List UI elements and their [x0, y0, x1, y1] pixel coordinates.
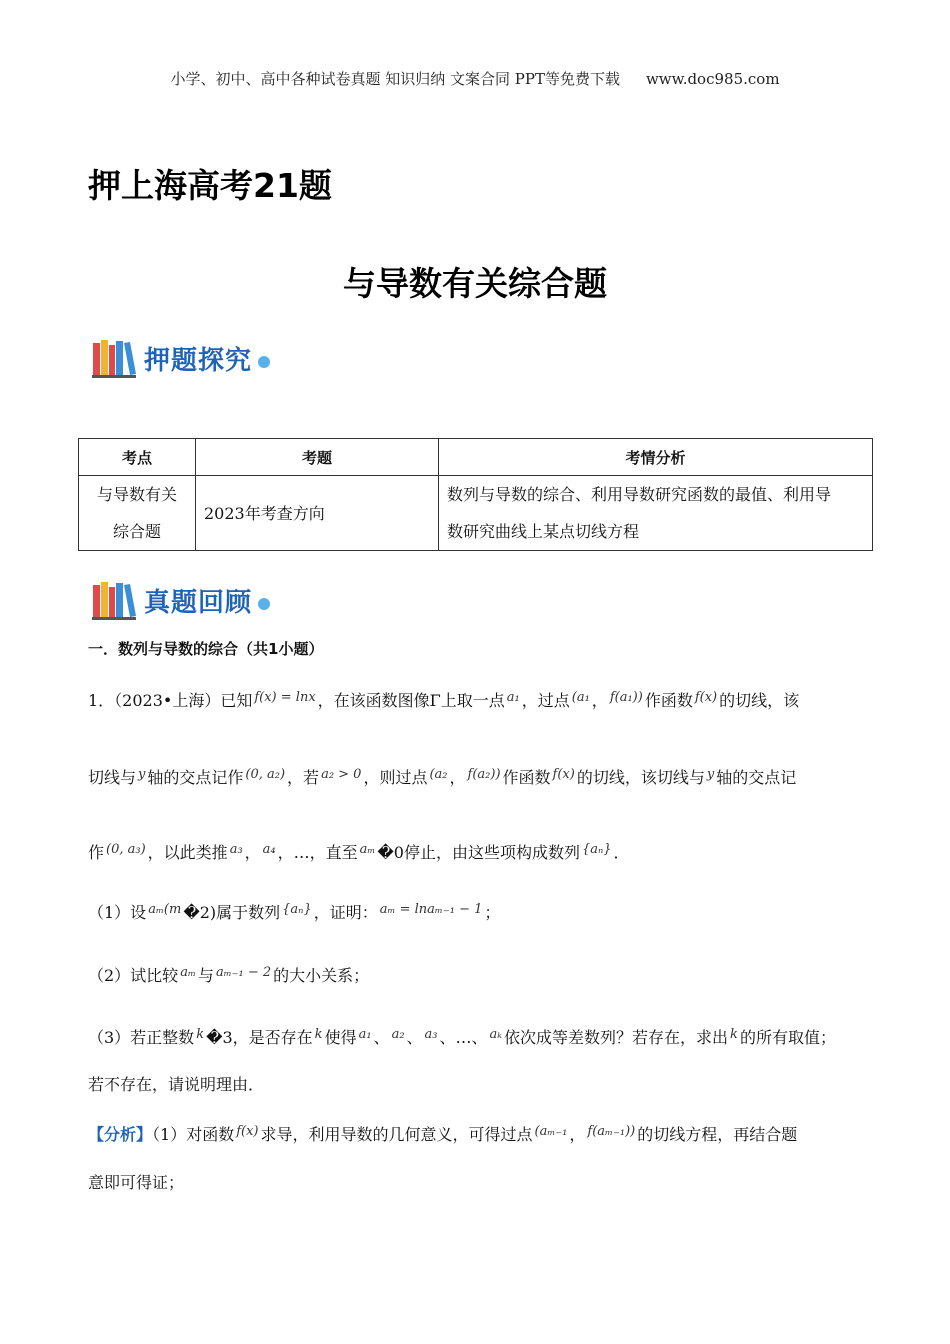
problem-part-1: （1）设 $^{a_m(m}$ �2)属于数列 $^{\{a_n\}}$ ，证明： $^{a_m = lna_{m-1} - 1}$ ；: [88, 902, 501, 922]
sub-title: 与导数有关综合题: [343, 264, 607, 303]
main-title: 押上海高考21题: [88, 166, 332, 205]
problem-part-3: （3）若正整数 $^k$ �3，是否存在 $^k$ 使得 $^{a_1}$ 、 $^{a_2}$ 、 $^{a_3}$ 、…、 $^{a_k}$ 依次成等差数列？若存在，求出 $^k$ 的所有取值；: [88, 1027, 836, 1047]
problem-part-3-line-2: 若不存在，请说明理由．: [88, 1075, 265, 1094]
table-row: [79, 476, 873, 551]
banner-review-text: 真题回顾: [144, 587, 253, 618]
header-text: 小学、初中、高中各种试卷真题 知识归纳 文案合同 PPT等免费下载: [170, 70, 620, 88]
problem-line-2: 切线与 $^y$ 轴的交点记作 $^{(0, a_2)}$ ，若 $^{a_2 > 0}$ ，则过点 $^{(a_2}$ ， $^{f(a_2))}$ 作函数 $^{f(x)}$ 的切线，该切线与 $^y$ 轴的交点记: [88, 767, 797, 787]
cell-analysis: 数列与导数的综合、利用导数研究函数的最值、利用导 数研究曲线上某点切线方程: [439, 476, 873, 551]
books-icon: [92, 337, 136, 379]
banner-review: [92, 578, 270, 622]
header-url[interactable]: www.doc985.com: [645, 70, 780, 88]
th-point: 考点: [79, 439, 196, 476]
banner-dot: [258, 598, 270, 610]
analysis-line-2: 意即可得证；: [88, 1173, 185, 1192]
th-question: 考题: [196, 439, 439, 476]
analysis-table: [78, 438, 873, 551]
banner-dot: [258, 356, 270, 368]
banner-explore: [92, 336, 270, 380]
cell-question: 2023年考查方向: [196, 476, 439, 551]
analysis-line-1: 【分析】（1）对函数 $^{f(x)}$ 求导，利用导数的几何意义，可得过点 $^{(a_{m-1}}$ ， $^{f(a_{m-1}))}$ 的切线方程，再结合题: [88, 1124, 798, 1144]
problem-line-1: 1．（2023•上海）已知 $^{f(x) = lnx}$ ，在该函数图像Γ上取一点 $^{a_1}$ ，过点 $^{(a_1}$ ， $^{f(a_1))}$ 作函数 $^{f(x)}$ 的切线，该: [88, 690, 800, 710]
section-heading: 一．数列与导数的综合（共1小题）: [88, 640, 324, 658]
analysis-tag: 【分析】: [88, 1125, 153, 1144]
books-icon: [92, 579, 136, 621]
th-analysis: 考情分析: [439, 439, 873, 476]
problem-part-2: （2）试比较 $^{a_m}$ 与 $^{a_{m-1} - 2}$ 的大小关系；: [88, 965, 370, 985]
banner-explore-text: 押题探究: [144, 345, 253, 376]
cell-point: 与导数有关 综合题: [79, 476, 196, 551]
problem-line-3: 作 $^{(0, a_3)}$ ，以此类推 $^{a_3}$ ， $^{a_4}$ ，…，直至 $^{a_m}$ �0停止，由这些项构成数列 $^{\{a_n\}}$ ．: [88, 842, 630, 862]
page-header: [0, 68, 950, 89]
